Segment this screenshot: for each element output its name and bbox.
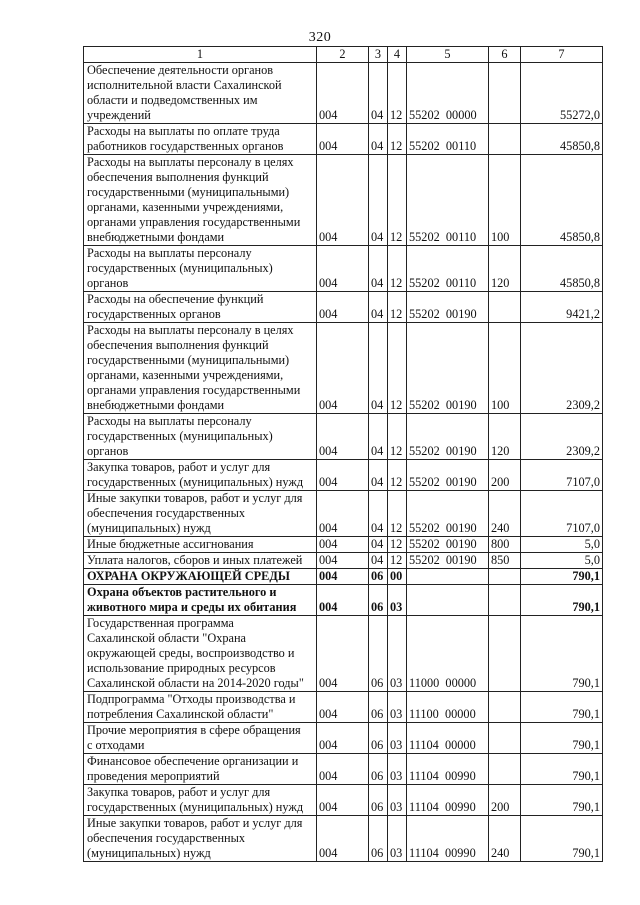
row-description: Уплата налогов, сборов и иных платежей bbox=[84, 553, 317, 569]
admin-code: 004 bbox=[317, 491, 369, 537]
table-row bbox=[84, 723, 603, 754]
column-header: 5 bbox=[407, 47, 489, 63]
amount: 790,1 bbox=[521, 785, 603, 816]
expense-type bbox=[489, 723, 521, 754]
admin-code: 004 bbox=[317, 616, 369, 692]
row-description: ОХРАНА ОКРУЖАЮЩЕЙ СРЕДЫ bbox=[84, 569, 317, 585]
subsection-code: 12 bbox=[388, 246, 407, 292]
amount: 2309,2 bbox=[521, 323, 603, 414]
target-article: 11104 00990 bbox=[407, 816, 489, 862]
section-code: 06 bbox=[369, 616, 388, 692]
row-description: Государственная программа Сахалинской области "Охрана окружающей среды, воспроизводство и использование природных ресурсов Сахалинской области на 2014-2020 годы" bbox=[84, 616, 317, 692]
target-article: 55202 00190 bbox=[407, 537, 489, 553]
table-row bbox=[84, 63, 603, 124]
section-code: 04 bbox=[369, 537, 388, 553]
subsection-code: 12 bbox=[388, 491, 407, 537]
section-code: 04 bbox=[369, 292, 388, 323]
table-row bbox=[84, 585, 603, 616]
table-row bbox=[84, 124, 603, 155]
subsection-code: 03 bbox=[388, 616, 407, 692]
subsection-code: 12 bbox=[388, 414, 407, 460]
expense-type: 100 bbox=[489, 323, 521, 414]
target-article: 55202 00190 bbox=[407, 460, 489, 491]
amount: 7107,0 bbox=[521, 460, 603, 491]
row-description: Закупка товаров, работ и услуг для государственных (муниципальных) нужд bbox=[84, 460, 317, 491]
section-code: 06 bbox=[369, 754, 388, 785]
target-article: 55202 00190 bbox=[407, 553, 489, 569]
amount: 790,1 bbox=[521, 569, 603, 585]
admin-code: 004 bbox=[317, 692, 369, 723]
budget-table bbox=[83, 46, 603, 862]
expense-type: 240 bbox=[489, 491, 521, 537]
section-code: 06 bbox=[369, 569, 388, 585]
section-code: 04 bbox=[369, 414, 388, 460]
target-article bbox=[407, 569, 489, 585]
target-article: 55202 00110 bbox=[407, 155, 489, 246]
amount: 5,0 bbox=[521, 553, 603, 569]
table-row bbox=[84, 491, 603, 537]
expense-type bbox=[489, 585, 521, 616]
amount: 45850,8 bbox=[521, 155, 603, 246]
expense-type bbox=[489, 124, 521, 155]
row-description: Закупка товаров, работ и услуг для государственных (муниципальных) нужд bbox=[84, 785, 317, 816]
section-code: 04 bbox=[369, 63, 388, 124]
column-header: 1 bbox=[84, 47, 317, 63]
expense-type: 240 bbox=[489, 816, 521, 862]
admin-code: 004 bbox=[317, 124, 369, 155]
amount: 9421,2 bbox=[521, 292, 603, 323]
target-article: 55202 00190 bbox=[407, 414, 489, 460]
amount: 55272,0 bbox=[521, 63, 603, 124]
table-row bbox=[84, 616, 603, 692]
column-header: 6 bbox=[489, 47, 521, 63]
admin-code: 004 bbox=[317, 553, 369, 569]
target-article: 55202 00000 bbox=[407, 63, 489, 124]
subsection-code: 12 bbox=[388, 124, 407, 155]
amount: 45850,8 bbox=[521, 124, 603, 155]
row-description: Обеспечение деятельности органов исполнительной власти Сахалинской области и подведомственных им учреждений bbox=[84, 63, 317, 124]
section-code: 04 bbox=[369, 246, 388, 292]
section-code: 04 bbox=[369, 553, 388, 569]
subsection-code: 12 bbox=[388, 460, 407, 491]
section-code: 04 bbox=[369, 124, 388, 155]
row-description: Финансовое обеспечение организации и проведения мероприятий bbox=[84, 754, 317, 785]
section-code: 06 bbox=[369, 692, 388, 723]
admin-code: 004 bbox=[317, 246, 369, 292]
page-number: 320 bbox=[308, 30, 332, 45]
target-article bbox=[407, 585, 489, 616]
section-code: 06 bbox=[369, 585, 388, 616]
table-row bbox=[84, 785, 603, 816]
table-row bbox=[84, 569, 603, 585]
subsection-code: 00 bbox=[388, 569, 407, 585]
section-code: 04 bbox=[369, 491, 388, 537]
subsection-code: 03 bbox=[388, 785, 407, 816]
admin-code: 004 bbox=[317, 292, 369, 323]
amount: 790,1 bbox=[521, 585, 603, 616]
target-article: 11100 00000 bbox=[407, 692, 489, 723]
amount: 790,1 bbox=[521, 723, 603, 754]
admin-code: 004 bbox=[317, 414, 369, 460]
subsection-code: 12 bbox=[388, 155, 407, 246]
row-description: Расходы на обеспечение функций государственных органов bbox=[84, 292, 317, 323]
admin-code: 004 bbox=[317, 63, 369, 124]
target-article: 55202 00190 bbox=[407, 292, 489, 323]
expense-type: 120 bbox=[489, 414, 521, 460]
expense-type bbox=[489, 692, 521, 723]
subsection-code: 12 bbox=[388, 553, 407, 569]
admin-code: 004 bbox=[317, 816, 369, 862]
subsection-code: 03 bbox=[388, 692, 407, 723]
table-row bbox=[84, 292, 603, 323]
row-description: Прочие мероприятия в сфере обращения с отходами bbox=[84, 723, 317, 754]
column-header: 3 bbox=[369, 47, 388, 63]
admin-code: 004 bbox=[317, 754, 369, 785]
table-row bbox=[84, 553, 603, 569]
table-row bbox=[84, 414, 603, 460]
target-article: 11104 00990 bbox=[407, 785, 489, 816]
expense-type: 850 bbox=[489, 553, 521, 569]
row-description: Расходы на выплаты персоналу государственных (муниципальных) органов bbox=[84, 246, 317, 292]
table-row bbox=[84, 692, 603, 723]
target-article: 55202 00110 bbox=[407, 246, 489, 292]
row-description: Охрана объектов растительного и животного мира и среды их обитания bbox=[84, 585, 317, 616]
subsection-code: 12 bbox=[388, 323, 407, 414]
target-article: 11104 00990 bbox=[407, 754, 489, 785]
target-article: 55202 00190 bbox=[407, 491, 489, 537]
expense-type bbox=[489, 616, 521, 692]
expense-type: 200 bbox=[489, 785, 521, 816]
amount: 790,1 bbox=[521, 692, 603, 723]
target-article: 55202 00190 bbox=[407, 323, 489, 414]
admin-code: 004 bbox=[317, 323, 369, 414]
row-description: Иные бюджетные ассигнования bbox=[84, 537, 317, 553]
table-row bbox=[84, 460, 603, 491]
section-code: 04 bbox=[369, 460, 388, 491]
admin-code: 004 bbox=[317, 537, 369, 553]
subsection-code: 03 bbox=[388, 816, 407, 862]
expense-type bbox=[489, 754, 521, 785]
row-description: Расходы на выплаты персоналу государственных (муниципальных) органов bbox=[84, 414, 317, 460]
subsection-code: 12 bbox=[388, 292, 407, 323]
row-description: Расходы на выплаты персоналу в целях обеспечения выполнения функций государственными (муниципальными) органами, казенными учреждениями, органами управления государственными внебюджетными фондами bbox=[84, 155, 317, 246]
row-description: Расходы на выплаты по оплате труда работников государственных органов bbox=[84, 124, 317, 155]
expense-type: 100 bbox=[489, 155, 521, 246]
target-article: 55202 00110 bbox=[407, 124, 489, 155]
table-row bbox=[84, 155, 603, 246]
section-code: 06 bbox=[369, 816, 388, 862]
admin-code: 004 bbox=[317, 785, 369, 816]
subsection-code: 03 bbox=[388, 754, 407, 785]
subsection-code: 03 bbox=[388, 585, 407, 616]
section-code: 06 bbox=[369, 785, 388, 816]
admin-code: 004 bbox=[317, 155, 369, 246]
target-article: 11104 00000 bbox=[407, 723, 489, 754]
amount: 5,0 bbox=[521, 537, 603, 553]
admin-code: 004 bbox=[317, 460, 369, 491]
section-code: 06 bbox=[369, 723, 388, 754]
amount: 2309,2 bbox=[521, 414, 603, 460]
table-row bbox=[84, 537, 603, 553]
subsection-code: 12 bbox=[388, 63, 407, 124]
section-code: 04 bbox=[369, 323, 388, 414]
expense-type: 800 bbox=[489, 537, 521, 553]
table-row bbox=[84, 323, 603, 414]
target-article: 11000 00000 bbox=[407, 616, 489, 692]
table-row bbox=[84, 754, 603, 785]
amount: 790,1 bbox=[521, 616, 603, 692]
column-header: 4 bbox=[388, 47, 407, 63]
admin-code: 004 bbox=[317, 723, 369, 754]
section-code: 04 bbox=[369, 155, 388, 246]
expense-type: 200 bbox=[489, 460, 521, 491]
expense-type bbox=[489, 292, 521, 323]
expense-type bbox=[489, 63, 521, 124]
expense-type bbox=[489, 569, 521, 585]
subsection-code: 03 bbox=[388, 723, 407, 754]
row-description: Иные закупки товаров, работ и услуг для обеспечения государственных (муниципальных) нужд bbox=[84, 816, 317, 862]
row-description: Расходы на выплаты персоналу в целях обеспечения выполнения функций государственными (муниципальными) органами, казенными учреждениями, органами управления государственными внебюджетными фондами bbox=[84, 323, 317, 414]
subsection-code: 12 bbox=[388, 537, 407, 553]
table-row bbox=[84, 246, 603, 292]
column-header: 7 bbox=[521, 47, 603, 63]
amount: 7107,0 bbox=[521, 491, 603, 537]
column-header: 2 bbox=[317, 47, 369, 63]
admin-code: 004 bbox=[317, 585, 369, 616]
expense-type: 120 bbox=[489, 246, 521, 292]
amount: 45850,8 bbox=[521, 246, 603, 292]
table-header-row bbox=[84, 47, 603, 63]
row-description: Подпрограмма "Отходы производства и потребления Сахалинской области" bbox=[84, 692, 317, 723]
amount: 790,1 bbox=[521, 816, 603, 862]
table-row bbox=[84, 816, 603, 862]
row-description: Иные закупки товаров, работ и услуг для обеспечения государственных (муниципальных) нужд bbox=[84, 491, 317, 537]
admin-code: 004 bbox=[317, 569, 369, 585]
amount: 790,1 bbox=[521, 754, 603, 785]
